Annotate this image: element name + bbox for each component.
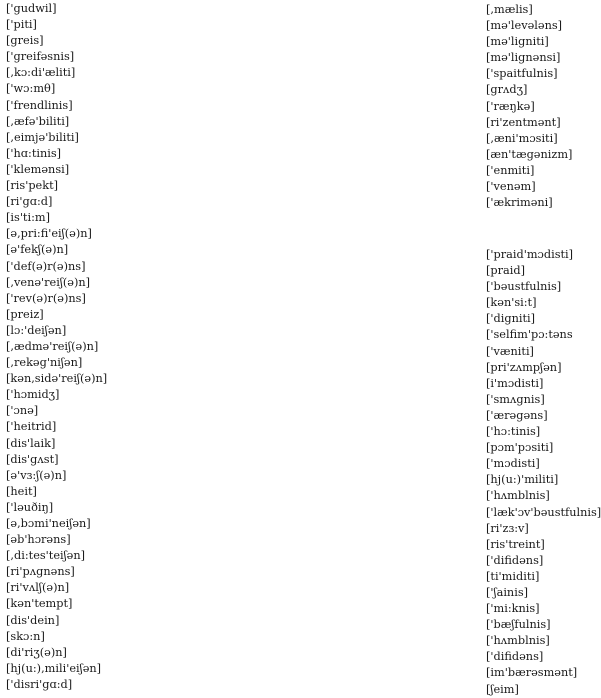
transcription-entry: ['wɔ:mθ] (6, 82, 56, 96)
transcription-entry: ['ærəgəns] (486, 408, 548, 422)
transcription-entry: ['ɔnə] (6, 404, 39, 418)
transcription-entry: ['hʌmblnis] (486, 634, 550, 648)
transcription-entry: ['hɑ:tinis] (6, 146, 62, 160)
transcription-entry: ['gudwil] (6, 2, 57, 15)
transcription-entry: ['mi:knis] (486, 602, 540, 616)
transcription-entry: [ri'zɜ:v] (486, 521, 529, 535)
transcription-entry: ['hɔ:tinis] (486, 425, 541, 439)
transcription-entry: [ri'vʌlʃ(ə)n] (6, 581, 70, 595)
transcription-entry: ['hɔmidʒ] (6, 388, 60, 402)
transcription-entry: ['bəustfulnis] (486, 280, 562, 294)
transcription-entry: [lɔ:'deiʃən] (6, 323, 67, 337)
transcription-entry: ['ləuðiŋ] (6, 500, 54, 514)
transcription-entry: [,kɔ:di'æliti] (6, 66, 76, 80)
transcription-entry: [ri'zentmənt] (486, 115, 561, 129)
transcription-entry: [,æni'mɔsiti] (486, 131, 558, 145)
transcription-entry: ['klemənsi] (6, 162, 70, 176)
transcription-entry: [mə'ligniti] (486, 35, 549, 49)
transcription-entry: [ə,bɔmi'neiʃən] (6, 517, 91, 530)
transcription-entry: [,mælis] (486, 3, 533, 16)
transcription-entry: ['smʌgnis] (486, 392, 545, 406)
transcription-entry: [,eimjə'biliti] (6, 130, 79, 144)
transcription-entry: [hj(u:)'militi] (486, 473, 559, 487)
transcription-entry: [mə'lignənsi] (486, 51, 561, 65)
transcription-entry: [ris'pekt] (6, 179, 59, 193)
transcription-entry: [kən'si:t] (486, 296, 537, 310)
transcription-column-right-bottom (486, 247, 601, 698)
transcription-entry: ['digniti] (486, 312, 536, 326)
transcription-entry: [preiz] (6, 307, 44, 321)
transcription-entry: ['væniti] (486, 344, 534, 358)
transcription-entry: ['def(ə)r(ə)ns] (6, 259, 86, 273)
transcription-entry: ['difidəns] (486, 650, 544, 664)
transcription-entry: [di'riʒ(ə)n] (6, 645, 67, 659)
transcription-entry: ['enmiti] (486, 163, 535, 177)
transcription-entry: [ri'pʌgnəns] (6, 565, 75, 579)
transcription-entry: [,di:tes'teiʃən] (6, 549, 86, 563)
transcription-entry: [dis'gʌst] (6, 452, 59, 466)
transcription-entry: ['venəm] (486, 180, 536, 194)
transcription-entry: [hj(u:),mili'eiʃən] (6, 661, 102, 675)
transcription-entry: [ə'vɜ:ʃ(ə)n] (6, 468, 67, 482)
transcription-entry: [ti'miditi] (486, 569, 540, 583)
transcription-entry: ['piti] (6, 18, 37, 32)
transcription-column-left (6, 1, 256, 693)
transcription-entry: ['difidəns] (486, 553, 544, 567)
transcription-entry: [ə,pri:fi'eiʃ(ə)n] (6, 227, 92, 241)
transcription-entry: [kən,sidə'reiʃ(ə)n] (6, 372, 108, 386)
transcription-entry: ['ʃainis] (486, 585, 529, 599)
transcription-entry: [pri'zʌmpʃən] (486, 360, 562, 374)
transcription-entry: ['ræŋkə] (486, 99, 535, 113)
transcription-entry: [ə'fekʃ(ə)n] (6, 243, 69, 257)
transcription-entry: [is'ti:m] (6, 211, 51, 225)
transcription-entry: [,æfə'biliti] (6, 114, 70, 128)
transcription-entry: [greis] (6, 34, 44, 48)
transcription-entry: [mə'levələns] (486, 19, 563, 33)
transcription-entry: ['mɔdisti] (486, 457, 540, 471)
transcription-entry: [heit] (6, 484, 37, 498)
transcription-entry: [skɔ:n] (6, 629, 45, 643)
transcription-entry: ['heitrid] (6, 420, 57, 434)
transcription-entry: ['ækriməni] (486, 196, 553, 210)
transcription-entry: [kən'tempt] (6, 597, 73, 611)
transcription-entry: ['hʌmblnis] (486, 489, 550, 503)
transcription-entry: [praid] (486, 264, 526, 278)
transcription-entry: ['spaitfulnis] (486, 67, 558, 81)
transcription-entry: [i'mɔdisti] (486, 376, 544, 390)
transcription-entry: ['disri'gɑ:d] (6, 677, 73, 691)
transcription-entry: ['frendlinis] (6, 98, 73, 112)
transcription-entry: ['bæʃfulnis] (486, 618, 551, 632)
transcription-entry: [ris'treint] (486, 537, 545, 551)
transcription-entry: [ʃeim] (486, 682, 519, 696)
transcription-entry: [grʌdʒ] (486, 83, 528, 97)
transcription-entry: [dis'laik] (6, 436, 56, 450)
transcription-entry: [əb'hɔrəns] (6, 533, 71, 547)
transcription-entry: [pɔm'pɔsiti] (486, 441, 554, 455)
transcription-entry: [ri'gɑ:d] (6, 195, 53, 209)
transcription-entry: ['selfim'pɔ:təns (486, 328, 573, 342)
transcription-entry: [,ædmə'reiʃ(ə)n] (6, 339, 99, 353)
transcription-entry: ['rev(ə)r(ə)ns] (6, 291, 86, 305)
transcription-entry: [,venə'reiʃ(ə)n] (6, 275, 91, 289)
transcription-entry: [im'bærəsmənt] (486, 666, 578, 680)
transcription-entry: ['greifəsnis] (6, 50, 75, 64)
transcription-entry: [dis'dein] (6, 613, 60, 627)
transcription-entry: [,rekəg'niʃən] (6, 356, 83, 370)
transcription-entry: ['læk'ɔv'bəustfulnis] (486, 505, 601, 519)
transcription-column-right-top (486, 2, 589, 211)
transcription-entry: ['praid'mɔdisti] (486, 248, 574, 261)
transcription-entry: [æn'tægənizm] (486, 147, 573, 161)
